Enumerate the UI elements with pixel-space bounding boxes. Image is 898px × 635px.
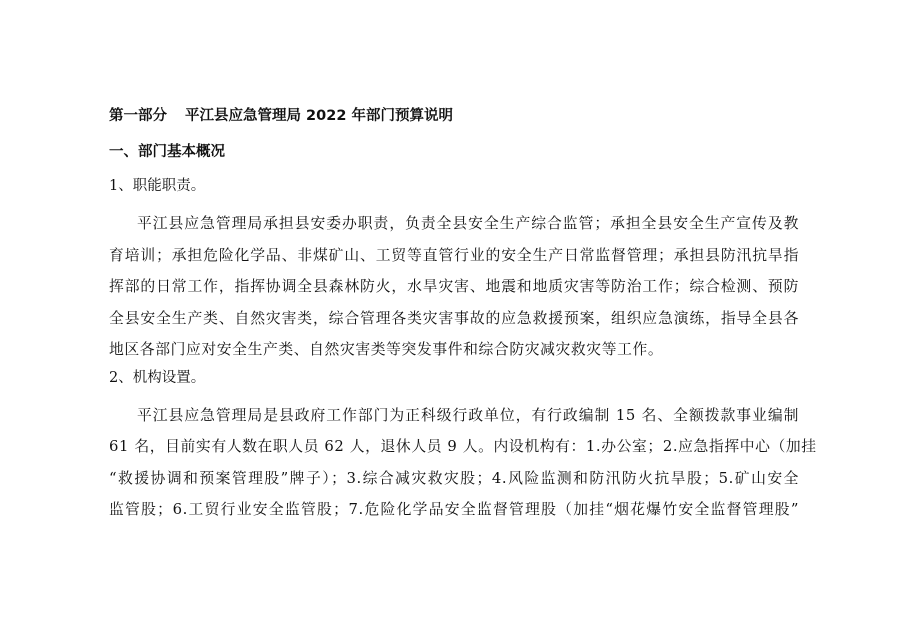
paragraph-line: 61 名，目前实有人数在职人员 62 人，退休人员 9 人。内设机构有：1.办公室；2.应急指挥中心（加挂 xyxy=(109,438,817,455)
paragraph-line: 育培训；承担危险化学品、非煤矿山、工贸等直管行业的安全生产日常监督管理；承担县防汛抗旱指 xyxy=(109,246,799,264)
paragraph-organization xyxy=(109,400,817,526)
part-title-prefix: 第一部分 xyxy=(109,108,167,124)
part-title xyxy=(109,106,799,126)
paragraph-line: 平江县应急管理局是县政府工作部门为正科级行政单位，有行政编制 15 名、全额拨款事业编制 xyxy=(137,406,799,424)
paragraph-duties xyxy=(109,208,799,366)
part-title-main: 平江县应急管理局 2022 年部门预算说明 xyxy=(185,108,453,124)
document-body xyxy=(109,98,817,526)
paragraph-line: 全县安全生产类、自然灾害类，综合管理各类灾害事故的应急救援预案，组织应急演练，指导全县各 xyxy=(109,309,799,327)
paragraph-line: “救援协调和预案管理股”牌子）；3.综合减灾救灾股；4.风险监测和防汛防火抗旱股；5.矿山安全 xyxy=(109,469,799,487)
paragraph-line: 地区各部门应对安全生产类、自然灾害类等突发事件和综合防灾减灾救灾等工作。 xyxy=(109,341,664,358)
paragraph-line: 平江县应急管理局承担县安委办职责，负责全县安全生产综合监管；承担全县安全生产宣传及教 xyxy=(137,215,799,232)
paragraph-line: 挥部的日常工作，指挥协调全县森林防火，水旱灾害、地震和地质灾害等防治工作；综合检测、预防 xyxy=(109,278,799,295)
subsection-heading-organization: 2、机构设置。 xyxy=(109,369,206,386)
section-title: 一、部门基本概况 xyxy=(109,144,225,160)
paragraph-line: 监管股；6.工贸行业安全监管股；7.危险化学品安全监督管理股（加挂“烟花爆竹安全监督管理股” xyxy=(109,501,799,518)
subsection-heading-duties: 1、职能职责。 xyxy=(109,178,206,194)
